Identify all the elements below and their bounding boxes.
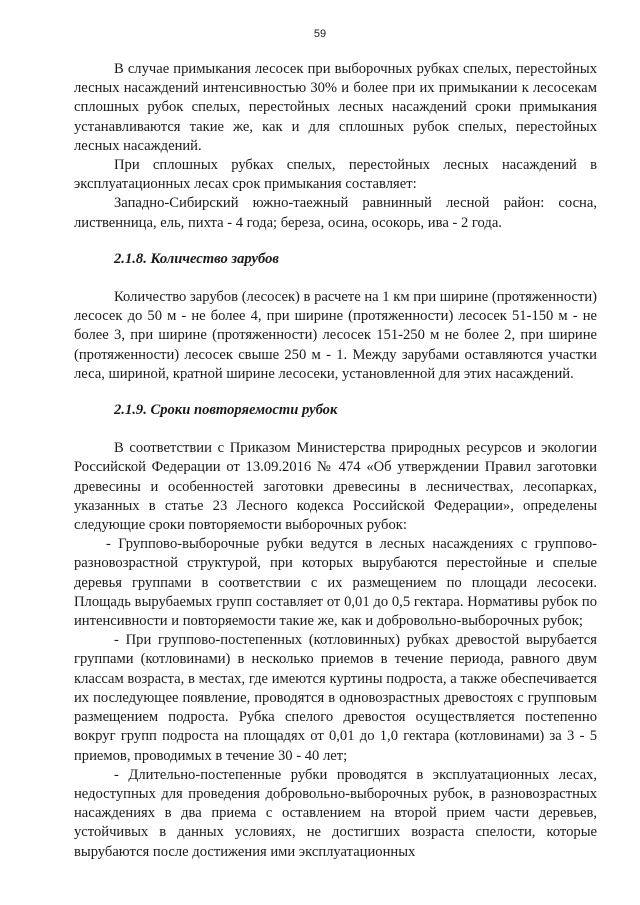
paragraph-order-reference: В соответствии с Приказом Министерства природных ресурсов и экологии Российской Федерации от 13.09.2016 № 474 «Об утверждении Правил заготовки древесины и особенностей заготовки древесины в лесничествах, лесопарках, указанных в статье 23 Лесного кодекса Российской Федерации», определены следующие сроки повторяемости выборочных рубок: — [74, 440, 597, 534]
list-item-long-gradual: - Длительно-постепенные рубки проводятся в эксплуатационных лесах, недоступных для проведения добровольно-выборочных рубок, в разновозрастных насаждениях в два приема с оставлением на второй прием части деревьев, устойчивых в данных условиях, не достигших возраста спелости, которые вырубаются после достижения ими эксплуатационных — [74, 766, 597, 860]
paragraph-adjacency-selective: В случае примыкания лесосек при выборочных рубках спелых, перестойных лесных насаждений интенсивностью 30% и более при их примыкании к лесосекам сплошных рубок спелых, перестойных лесных насаждений сроки примыкания устанавливаются такие же, как и для сплошных рубок спелых, перестойных лесных насаждений. — [74, 61, 597, 154]
section-heading-2-1-9: 2.1.9. Сроки повторяемости рубок — [114, 402, 338, 419]
spacer — [74, 384, 597, 401]
paragraph-forest-district: Западно-Сибирский южно-таежный равнинный лесной район: сосна, лиственница, ель, пихта - 4 года; береза, осина, осокорь, ива - 2 года. — [74, 195, 597, 231]
paragraph-adjacency-clearcut: При сплошных рубках спелых, перестойных лесных насаждений в эксплуатационных лесах срок примыкания составляет: — [74, 157, 597, 193]
page-number: 59 — [313, 28, 327, 40]
list-item-group-gradual: - При группово-постепенных (котловинных) рубках древостой вырубается группами (котловинами) в несколько приемов в течение периода, равного двум классам возраста, в местах, где имеются куртины подроста, а также обеспечивается их последующее появление, проводятся в одновозрастных древостоях с групповым размещением подроста. Рубка спелого древостоя осуществляется постепенно вокруг групп подроста на площадях от 0,01 до 1,0 гектара (котловинами) за 3 - 5 приемов, проводимых в течение 30 - 40 лет; — [74, 632, 597, 764]
document-body — [74, 60, 597, 862]
spacer — [74, 233, 597, 250]
spacer — [74, 420, 597, 439]
spacer — [74, 269, 597, 288]
list-item-group-selective: - Групповo-выборочные рубки ведутся в лесных насаждениях с групповo-разновозрастной структурой, при которых вырубаются перестойные и спелые деревья группами в соответствии с их размещением по площади лесосеки. Площадь вырубаемых групп составляет от 0,01 до 0,5 гектара. Нормативы рубок по интенсивности и повторяемости такие же, как и добровольно-выборочных рубок; — [74, 536, 597, 630]
paragraph-cut-count: Количество зарубов (лесосек) в расчете на 1 км при ширине (протяженности) лесосек до 50 м - не более 4, при ширине (протяженности) лесосек 51-150 м - не более 3, при ширине (протяженности) лесосек 151-250 м не более 2, при ширине (протяженности) лесосек свыше 250 м - 1. Между зарубами оставляются участки леса, шириной, кратной ширине лесосеки, установленной для этих насаждений. — [74, 289, 598, 382]
section-heading-2-1-8: 2.1.8. Количество зарубов — [114, 250, 279, 267]
